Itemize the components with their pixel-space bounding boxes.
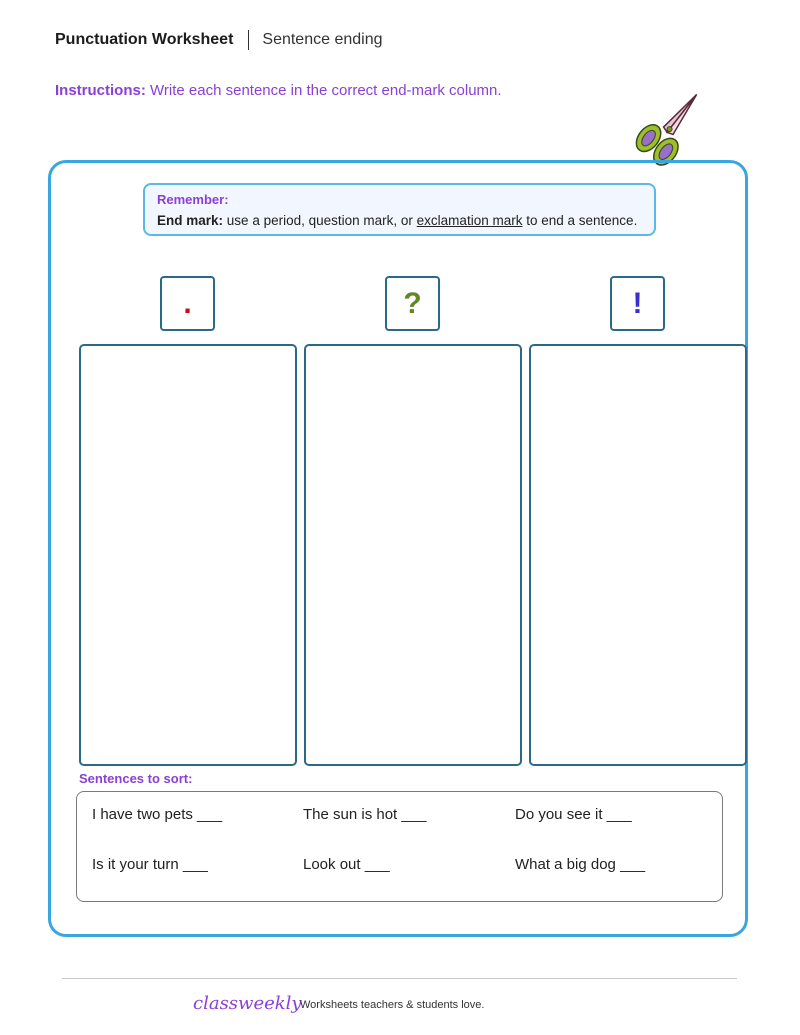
question-column[interactable] [304,344,522,766]
remember-text-before: use a period, question mark, or [226,213,413,228]
instructions-text: Write each sentence in the correct end-mark column. [150,82,502,99]
exclamation-mark-box: ! [610,276,665,331]
remember-label: Remember: [157,192,229,207]
sentence-item: I have two pets ___ [92,806,223,823]
scissors-icon [622,80,722,172]
worksheet-title: Punctuation Worksheet [55,31,234,48]
exclamation-column[interactable] [529,344,747,766]
footer-tagline: Worksheets teachers & students love. [300,999,485,1011]
remember-text [157,213,642,228]
question-mark-box: ? [385,276,440,331]
sentence-item: Do you see it ___ [515,806,632,823]
worksheet-subtitle: Sentence ending [262,31,383,48]
remember-box [143,183,656,236]
sentences-to-sort-label: Sentences to sort: [79,771,193,786]
sentence-item: The sun is hot ___ [303,806,427,823]
remember-text-after: to end a sentence. [526,213,638,228]
instructions-label: Instructions: [55,82,146,99]
instructions [55,82,502,99]
remember-term: End mark: [157,213,224,228]
remember-underlined-term: exclamation mark [416,213,523,228]
worksheet-header [55,30,383,50]
header-divider [248,30,249,50]
footer-divider [62,978,737,979]
period-column[interactable] [79,344,297,766]
brand-logo: classweekly [193,993,302,1014]
period-mark-box: . [160,276,215,331]
sentence-item: Look out ___ [303,856,390,873]
sentence-item: Is it your turn ___ [92,856,208,873]
sentence-item: What a big dog ___ [515,856,646,873]
